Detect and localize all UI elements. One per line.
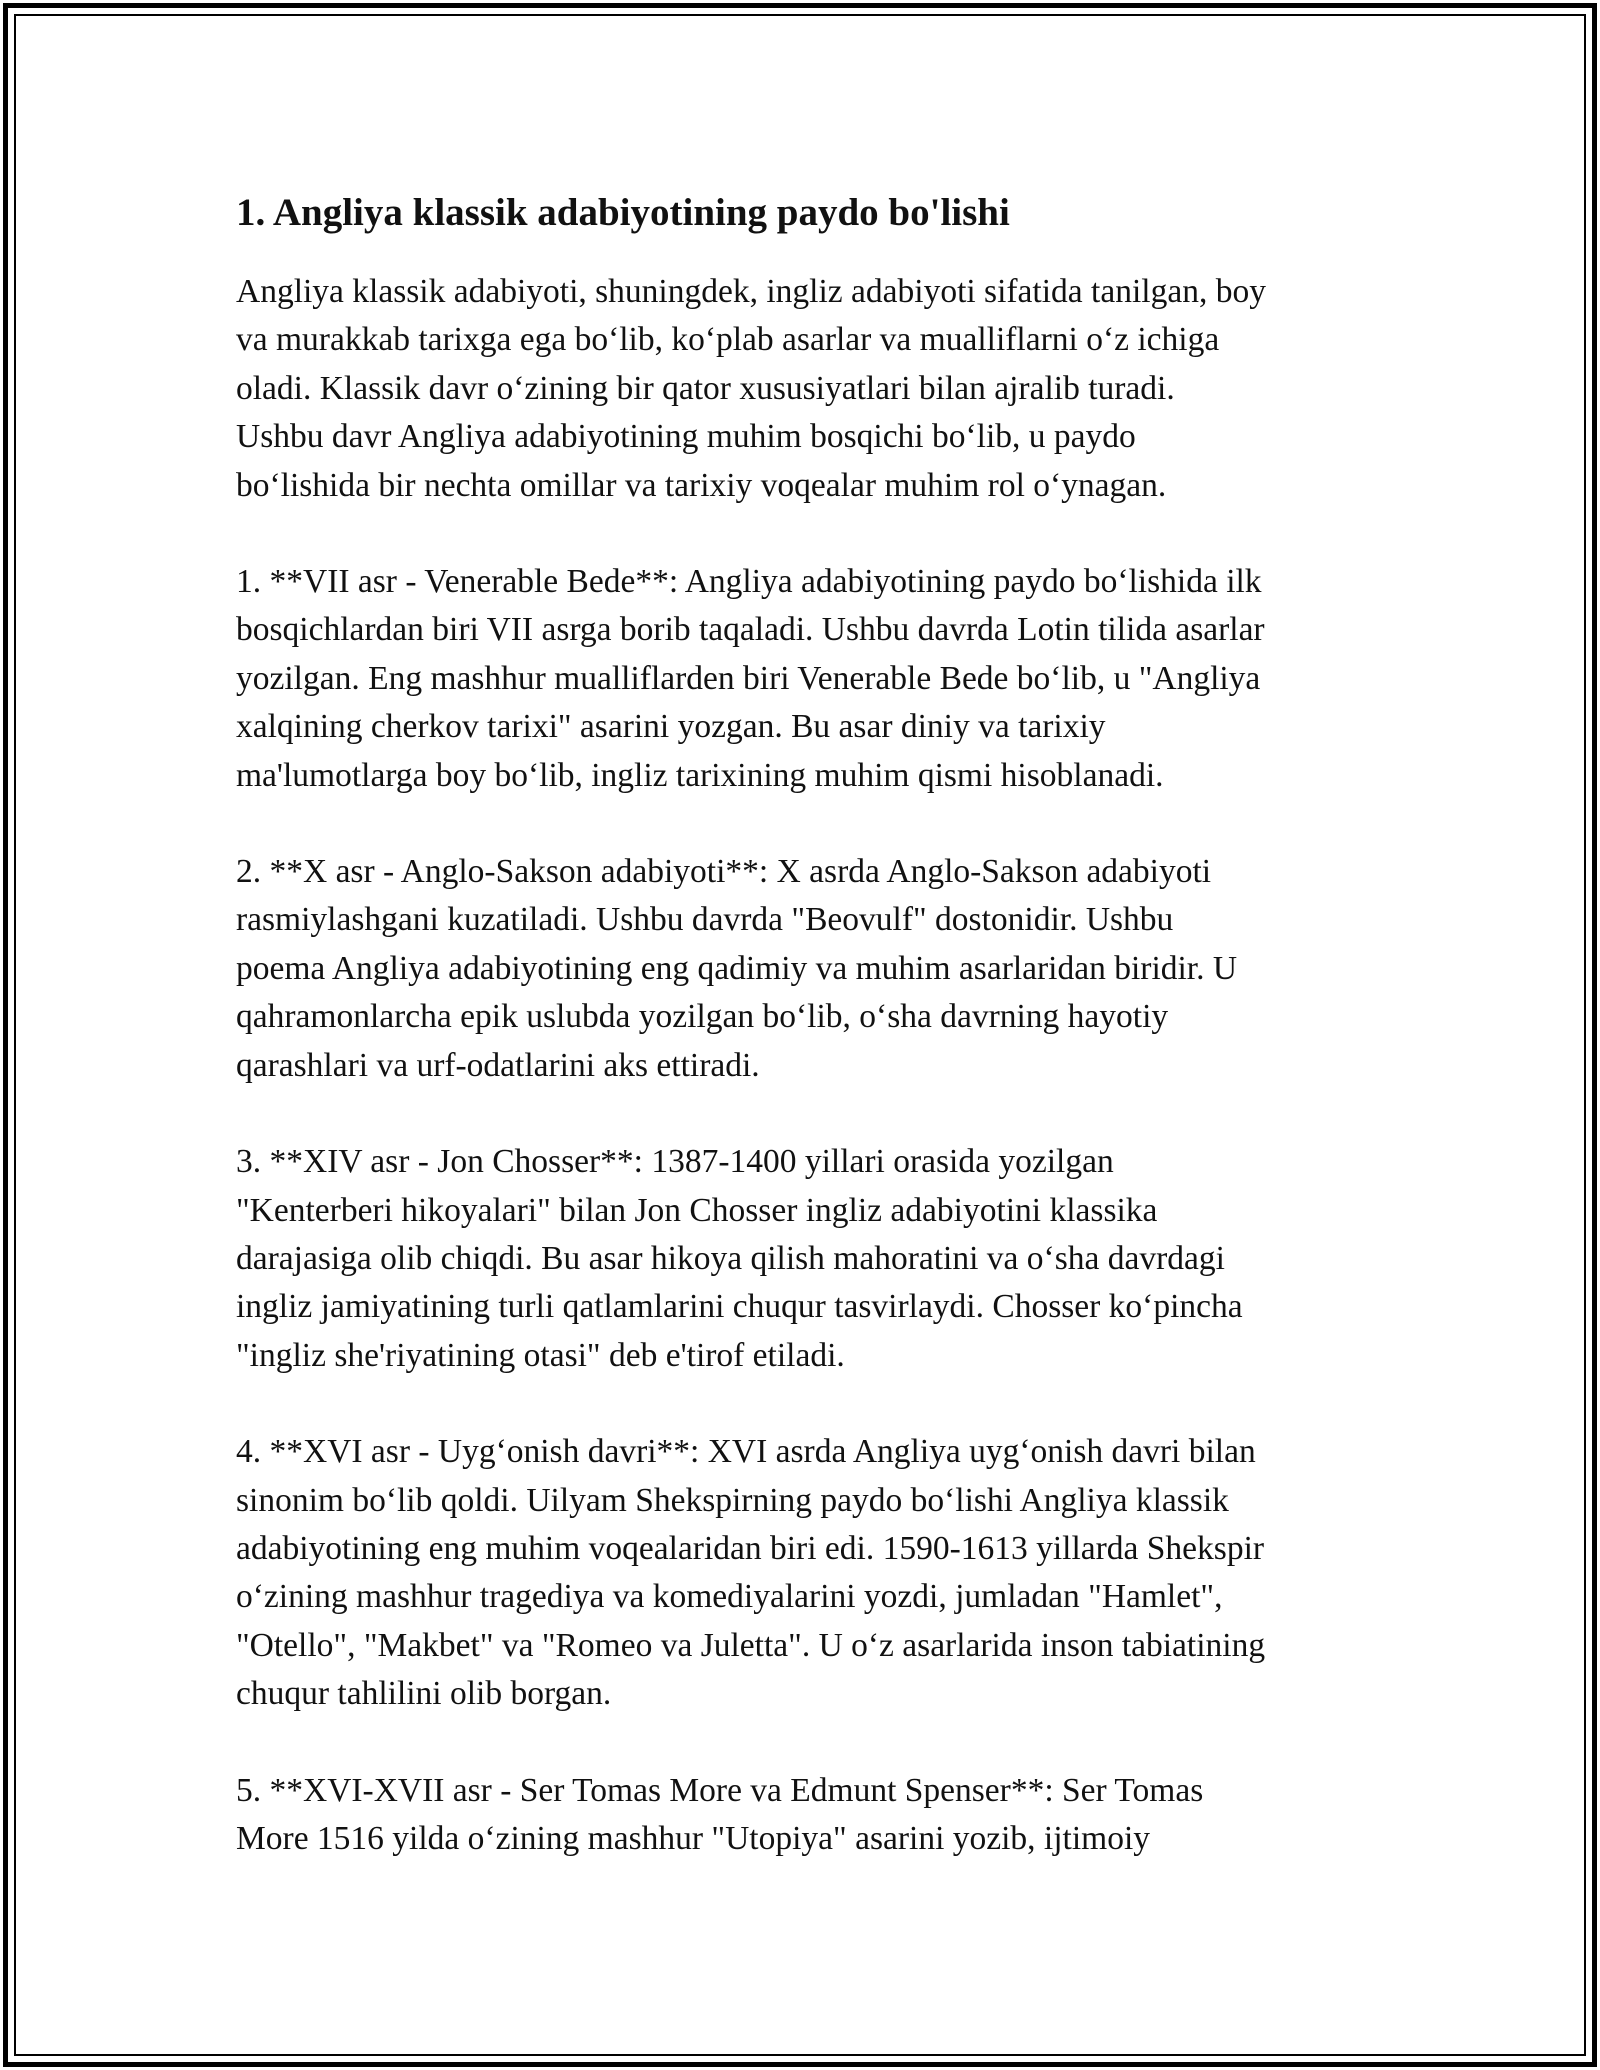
section-xiv-chaucer [236,1138,1376,1380]
document-title: 1. Angliya klassik adabiyotining paydo bo'lishi [236,191,1010,234]
text-line: More 1516 yilda o‘zining mashhur "Utopiya" asarini yozib, ijtimoiy [236,1819,1151,1857]
text-line: 1. **VII asr - Venerable Bede**: Angliya adabiyotining paydo bo‘lishida ilk [236,563,1262,601]
text-line: oladi. Klassik davr o‘zining bir qator xususiyatlari bilan ajralib turadi. [236,369,1175,407]
text-line: 2. **X asr - Anglo-Sakson adabiyoti**: X asrda Anglo-Sakson adabiyoti [236,853,1212,891]
section-x-anglo-saxon [236,848,1376,1090]
text-line: 4. **XVI asr - Uyg‘onish davri**: XVI asrda Angliya uyg‘onish davri bilan [236,1433,1256,1471]
text-line: bo‘lishida bir nechta omillar va tarixiy voqealar muhim rol o‘ynagan. [236,466,1167,504]
text-line: chuqur tahlilini olib borgan. [236,1675,612,1713]
section-vii-bede [236,558,1376,800]
text-line: poema Angliya adabiyotining eng qadimiy va muhim asarlaridan biridir. U [236,949,1238,987]
section-xvi-renaissance [236,1428,1376,1718]
text-line: sinonim bo‘lib qoldi. Uilyam Shekspirning paydo bo‘lishi Angliya klassik [236,1481,1229,1519]
text-line: qarashlari va urf-odatlarini aks ettiradi. [236,1046,760,1084]
section-xvi-xvii-more-spenser [236,1767,1376,1864]
text-line: "Kenterberi hikoyalari" bilan Jon Chosser ingliz adabiyotini klassika [236,1191,1158,1229]
text-line: ma'lumotlarga boy bo‘lib, ingliz tarixining muhim qismi hisoblanadi. [236,756,1164,794]
text-line: yozilgan. Eng mashhur mualliflarden biri Venerable Bede bo‘lib, u "Angliya [236,659,1261,697]
text-line: darajasiga olib chiqdi. Bu asar hikoya qilish mahoratini va o‘sha davrdagi [236,1239,1225,1277]
text-line: va murakkab tarixga ega bo‘lib, ko‘plab asarlar va mualliflarni o‘z ichiga [236,321,1220,359]
text-line: bosqichlardan biri VII asrga borib taqaladi. Ushbu davrda Lotin tilida asarlar [236,611,1265,649]
text-line: Ushbu davr Angliya adabiyotining muhim bosqichi bo‘lib, u paydo [236,418,1136,456]
document-body [236,188,1376,1911]
text-line: 3. **XIV asr - Jon Chosser**: 1387-1400 yillari orasida yozilgan [236,1143,1114,1181]
text-line: qahramonlarcha epik uslubda yozilgan bo‘lib, o‘sha davrning hayotiy [236,998,1169,1036]
text-line: xalqining cherkov tarixi" asarini yozgan. Bu asar diniy va tarixiy [236,708,1106,746]
text-line: adabiyotining eng muhim voqealaridan biri edi. 1590-1613 yillarda Shekspir [236,1529,1265,1567]
text-line: ingliz jamiyatining turli qatlamlarini chuqur tasvirlaydi. Chosser ko‘pincha [236,1288,1243,1326]
text-line: "Otello", "Makbet" va "Romeo va Juletta". U o‘z asarlarida inson tabiatining [236,1626,1266,1664]
text-line: 5. **XVI-XVII asr - Ser Tomas More va Edmunt Spenser**: Ser Tomas [236,1771,1204,1809]
text-line: Angliya klassik adabiyoti, shuningdek, ingliz adabiyoti sifatida tanilgan, boy [236,273,1266,310]
intro-paragraph [236,268,1376,510]
text-line: "ingliz she'riyatining otasi" deb e'tirof etiladi. [236,1336,845,1374]
text-line: o‘zining mashhur tragediya va komediyalarini yozdi, jumladan "Hamlet", [236,1578,1223,1616]
text-line: rasmiylashgani kuzatiladi. Ushbu davrda "Beovulf" dostonidir. Ushbu [236,901,1174,939]
